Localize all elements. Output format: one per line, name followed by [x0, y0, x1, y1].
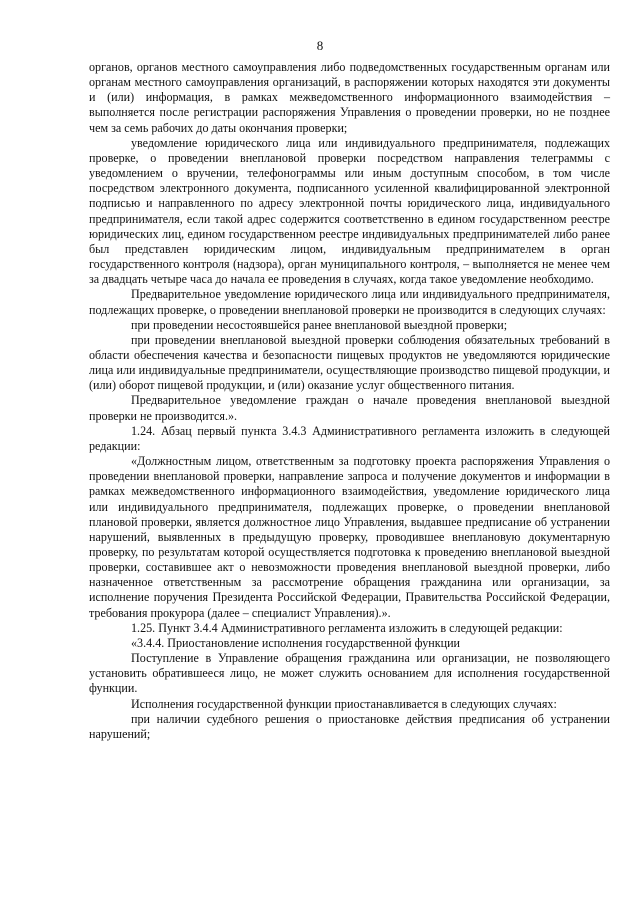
- paragraph: Поступление в Управление обращения гражданина или организации, не позволяющего установить обратившееся лицо, не может служить основанием для исполнения государственной функции.: [89, 651, 610, 696]
- paragraph: при наличии судебного решения о приостановке действия предписания об устранении нарушений;: [89, 711, 610, 741]
- paragraph: 1.25. Пункт 3.4.4 Административного регламента изложить в следующей редакции:: [131, 620, 563, 635]
- page-number: 8: [316, 38, 324, 53]
- paragraph: Исполнения государственной функции приостанавливается в следующих случаях:: [131, 696, 557, 711]
- paragraph: Предварительное уведомление юридического лица или индивидуального предпринимателя, подлежащих проверке, о проведении внеплановой проверки не производится в следующих случаях:: [89, 287, 610, 317]
- document-body: [89, 60, 610, 742]
- paragraph: «3.4.4. Приостановление исполнения государственной функции: [131, 635, 461, 650]
- paragraph: «Должностным лицом, ответственным за подготовку проекта распоряжения Управления о проведении внеплановой проверки, направление запроса и получение документов и информации в рамках межведомственного информационного взаимодействия, уведомление юридического лица или индивидуального предпринимателя, подлежащих проверке, о проведении внеплановой плановой проверки, является должностное лицо Управления, выдавшее предписание об устранении нарушений, выявленных в предыдущую проверку, проводившее внеплановую документарную проверку, по результатам которой осуществляется подготовка к проведению внеплановой выездной проверки, составившее акт о невозможности проведения внеплановой выездной проверки, либо назначенное ответственным за рассмотрение обращения гражданина или организации, за исполнение поручения Президента Российской Федерации, Правительства Российской Федерации, требования прокурора (далее – специалист Управления).».: [89, 454, 610, 620]
- paragraph: 1.24. Абзац первый пункта 3.4.3 Административного регламента изложить в следующей редакции:: [89, 423, 610, 453]
- paragraph: Предварительное уведомление граждан о начале проведения внеплановой выездной проверки не производится.».: [89, 393, 610, 423]
- paragraph: при проведении внеплановой выездной проверки соблюдения обязательных требований в области обеспечения качества и безопасности пищевых продуктов не уведомляются юридические лица или индивидуальные предприниматели, осуществляющие производство пищевой продукции, и (или) оборот пищевой продукции, и (или) оказание услуг общественного питания.: [89, 332, 610, 393]
- paragraph: уведомление юридического лица или индивидуального предпринимателя, подлежащих проверке, о проведении внеплановой проверки посредством направления телеграммы с уведомлением о вручении, телефонограммы или иным доступным способом, в том числе посредством электронного документа, подписанного усиленной квалифицированной электронной подписью и направленного по адресу электронной почты юридического лица, индивидуального предпринимателя, если такой адрес содержится соответственно в едином государственном реестре юридических лиц, едином государственном реестре индивидуальных предпринимателей либо ранее был представлен юридическим лицом, индивидуальным предпринимателем в орган государственного контроля (надзора), орган муниципального контроля, – выполняется не менее чем за двадцать четыре часа до начала ее проведения в случаях, когда такое уведомление необходимо.: [89, 135, 610, 287]
- paragraph: органов, органов местного самоуправления либо подведомственных государственным органам или органам местного самоуправления организаций, в распоряжении которых находятся эти документы и (или) информация, в рамках межведомственного информационного взаимодействия – выполняется после регистрации распоряжения Управления о проведении проверки, но не позднее чем за семь рабочих до даты окончания проверки;: [89, 60, 610, 135]
- paragraph: при проведении несостоявшейся ранее внеплановой выездной проверки;: [131, 317, 508, 332]
